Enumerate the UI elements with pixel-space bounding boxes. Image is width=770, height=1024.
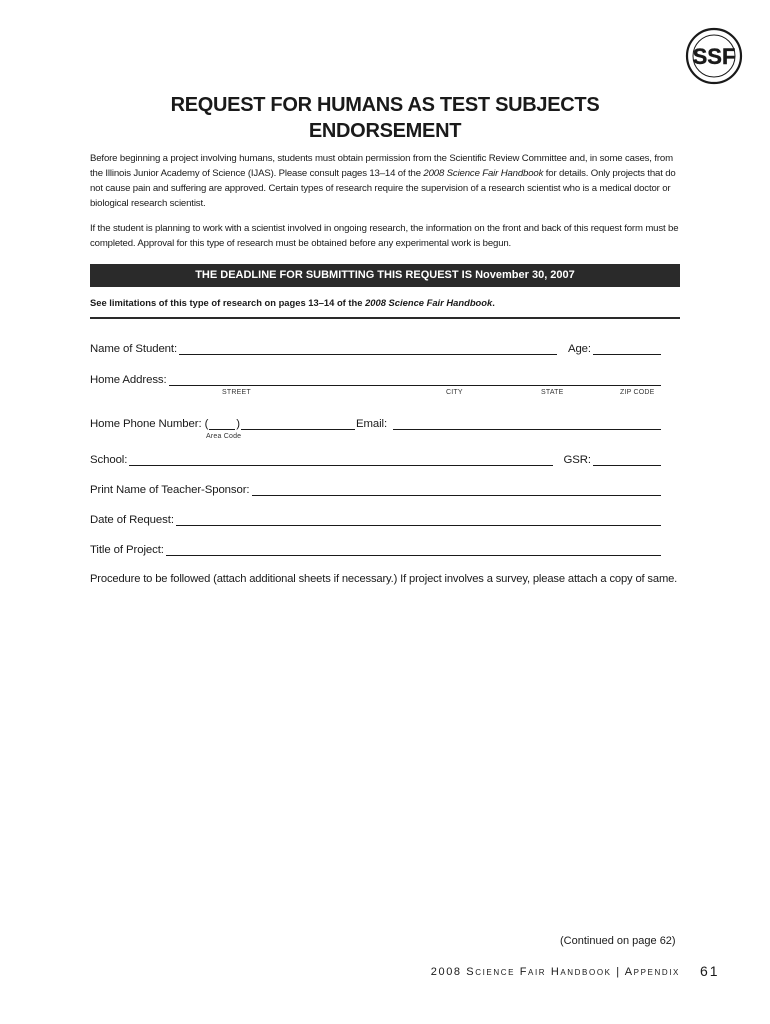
title-line-1: REQUEST FOR HUMANS AS TEST SUBJECTS <box>170 94 600 116</box>
zip-caption: ZIP CODE <box>620 389 655 396</box>
address-label: Home Address: <box>90 374 167 386</box>
age-field[interactable] <box>593 342 661 355</box>
phone-close-paren: ) <box>236 418 240 430</box>
school-field[interactable] <box>129 453 552 466</box>
title-line-2: ENDORSEMENT <box>308 120 462 142</box>
phone-label: Home Phone Number: ( <box>90 418 209 430</box>
ssf-logo <box>683 22 745 90</box>
limitations-note: See limitations of this type of research on pages 13–14 of the 2008 Science Fair Handbook. <box>90 297 495 308</box>
student-label: Name of Student: <box>90 343 178 355</box>
street-caption: STREET <box>222 389 251 396</box>
gsr-label: GSR: <box>563 454 591 466</box>
divider <box>90 317 680 319</box>
continued-note: (Continued on page 62) <box>560 935 676 947</box>
date-label: Date of Request: <box>90 514 174 526</box>
deadline-banner: THE DEADLINE FOR SUBMITTING THIS REQUEST IS November 30, 2007 <box>90 264 680 287</box>
project-label: Title of Project: <box>90 544 164 556</box>
area-code-field[interactable] <box>209 417 235 430</box>
teacher-sponsor-field[interactable] <box>252 483 662 496</box>
home-address-field[interactable] <box>169 373 661 386</box>
date-of-request-field[interactable] <box>176 513 661 526</box>
school-row <box>90 451 664 469</box>
gsr-field[interactable] <box>593 453 661 466</box>
school-label: School: <box>90 454 128 466</box>
intro-paragraph-2: If the student is planning to work with a scientist involved in ongoing research, the information on the front and back of this request form must be completed. Approval for this type of research must be obtained before any experimental work is begun. <box>90 223 679 249</box>
project-title-field[interactable] <box>166 543 661 556</box>
address-row <box>90 371 664 389</box>
area-code-caption: Area Code <box>206 433 242 440</box>
page-number: 61 <box>700 963 720 979</box>
intro-paragraph-1: Before beginning a project involving humans, students must obtain permission from the Scientific Review Committee and, in some cases, from the Illinois Junior Academy of Science (IJAS). Please consult pages 13–14 of the 2008 Science Fair Handbook for details. Only projects that do not cause pain and suffering are approved. Certain types of research require the supervision of a research scientist who is a medical doctor or biological research scientist. <box>90 153 676 209</box>
page-title <box>90 92 680 144</box>
phone-row <box>90 415 664 433</box>
city-caption: CITY <box>446 389 463 396</box>
student-row <box>90 340 664 358</box>
teacher-label: Print Name of Teacher-Sponsor: <box>90 484 250 496</box>
state-caption: STATE <box>541 389 564 396</box>
phone-number-field[interactable] <box>241 417 355 430</box>
date-row <box>90 511 664 529</box>
email-label: Email: <box>356 418 388 430</box>
email-field[interactable] <box>393 417 661 430</box>
age-label: Age: <box>567 343 591 355</box>
footer-title: 2008 Science Fair Handbook | Appendix <box>430 966 680 978</box>
logo-text: SSF <box>692 44 736 69</box>
procedure-instructions: Procedure to be followed (attach additional sheets if necessary.) If project involves a survey, please attach a copy of same. <box>90 573 678 585</box>
student-name-field[interactable] <box>179 342 557 355</box>
project-row <box>90 541 664 559</box>
teacher-row <box>90 481 664 499</box>
